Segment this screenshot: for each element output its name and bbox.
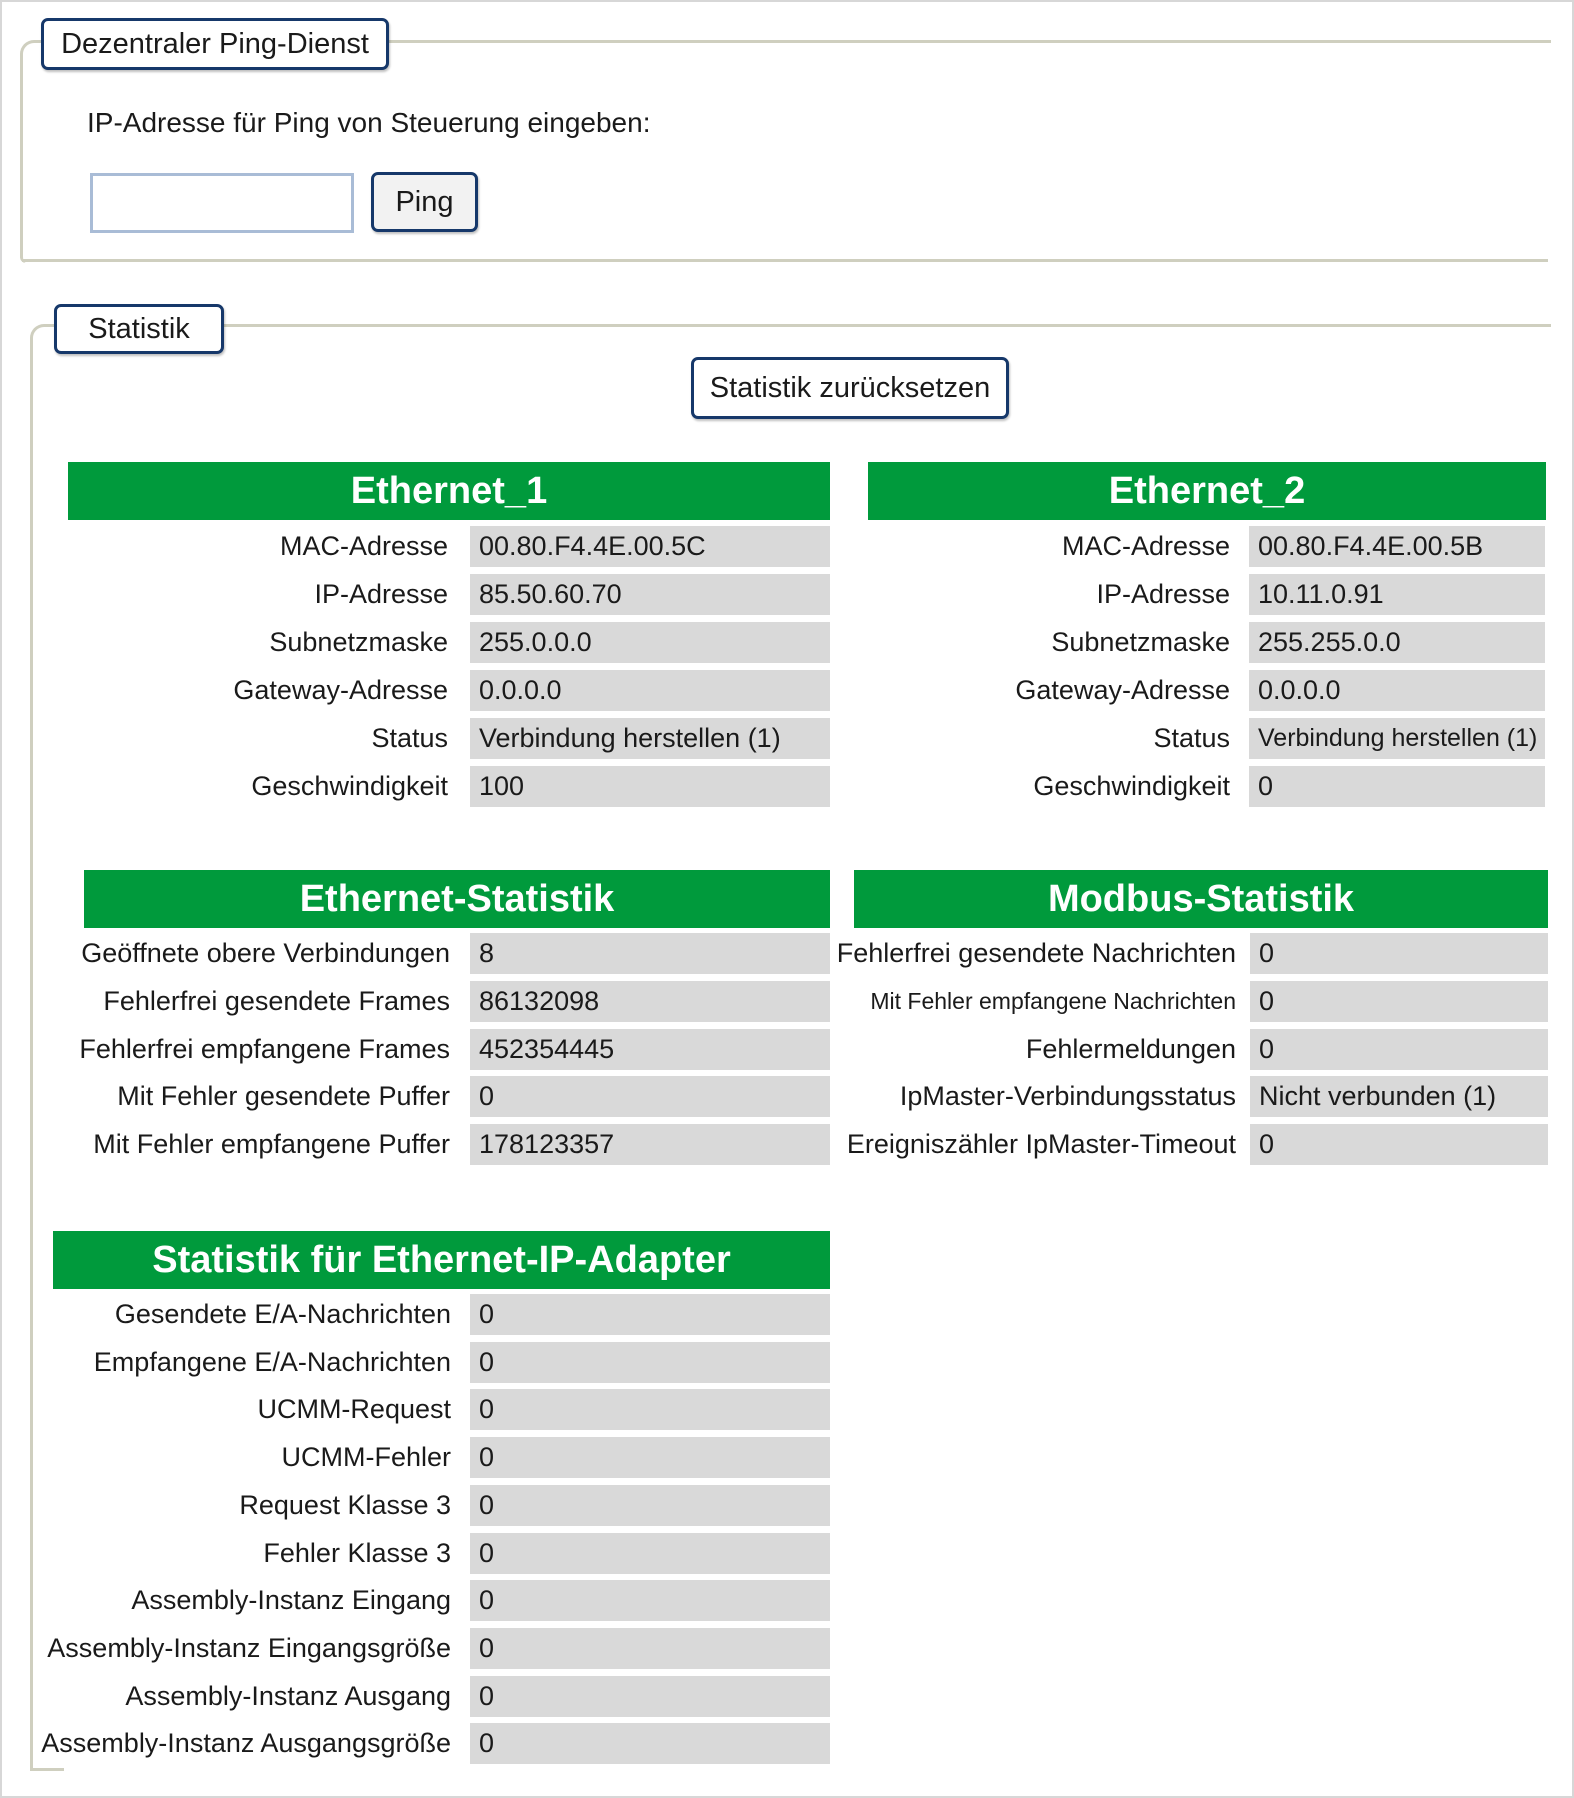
row-label: UCMM-Request — [257, 1394, 451, 1424]
row-label: Subnetzmaske — [269, 627, 448, 657]
ethernet2-row — [2, 622, 1572, 663]
eip-stats-header — [53, 1231, 830, 1289]
modbus-stats-row — [2, 1029, 1572, 1070]
ethernet-stats-header — [84, 870, 830, 928]
reset-statistics-button[interactable] — [691, 357, 1009, 419]
row-label: Assembly-Instanz Ausgangsgröße — [41, 1728, 451, 1758]
eip-stats-row — [2, 1437, 1572, 1478]
ethernet2-title: Ethernet_2 — [1108, 469, 1306, 512]
row-label: Mit Fehler empfangene Puffer — [93, 1129, 450, 1159]
row-label: Assembly-Instanz Eingang — [131, 1585, 451, 1615]
row-label: Ereigniszähler IpMaster-Timeout — [846, 1129, 1236, 1159]
row-value: 8 — [470, 933, 830, 974]
row-label: Gateway-Adresse — [1015, 675, 1230, 705]
stats-section-title: Statistik — [88, 312, 190, 345]
row-label: UCMM-Fehler — [281, 1442, 451, 1472]
modbus-stats-row — [2, 981, 1572, 1022]
eip-stats-row — [2, 1342, 1572, 1383]
row-value: 0 — [470, 1580, 830, 1621]
row-label: Subnetzmaske — [1051, 627, 1230, 657]
row-value: 0 — [470, 1076, 830, 1117]
modbus-stats-header — [854, 870, 1548, 928]
row-label: Request Klasse 3 — [239, 1490, 451, 1520]
ethernet2-row — [2, 670, 1572, 711]
row-value: 0 — [470, 1342, 830, 1383]
row-label: Fehler Klasse 3 — [263, 1538, 451, 1568]
row-value: 10.11.0.91 — [1249, 574, 1545, 615]
row-label: Fehlerfrei empfangene Frames — [79, 1034, 450, 1064]
modbus-stats-row — [2, 933, 1572, 974]
stats-group-bottom — [32, 1768, 64, 1771]
row-value: 0 — [470, 1628, 830, 1669]
eip-stats-row — [2, 1485, 1572, 1526]
row-value: 0 — [1250, 1124, 1548, 1165]
row-value: Verbindung herstellen (1) — [1249, 718, 1545, 759]
row-label: Mit Fehler empfangene Nachrichten — [870, 988, 1236, 1014]
eip-stats-row — [2, 1533, 1572, 1574]
row-value: 0.0.0.0 — [1249, 670, 1545, 711]
row-value: 0 — [1250, 933, 1548, 974]
eip-stats-row — [2, 1389, 1572, 1430]
row-value: 0 — [470, 1723, 830, 1764]
row-value: 86132098 — [470, 981, 830, 1022]
row-value: 452354445 — [470, 1029, 830, 1070]
row-label: MAC-Adresse — [1061, 531, 1230, 561]
row-value: Nicht verbunden (1) — [1250, 1076, 1548, 1117]
row-value: 0.0.0.0 — [470, 670, 830, 711]
row-label: MAC-Adresse — [279, 531, 448, 561]
ethernet2-row — [2, 574, 1572, 615]
ethernet2-row — [2, 766, 1572, 807]
row-value: Verbindung herstellen (1) — [470, 718, 830, 759]
row-label: Gesendete E/A-Nachrichten — [114, 1299, 451, 1329]
row-value: 255.255.0.0 — [1249, 622, 1545, 663]
reset-statistics-label: Statistik zurücksetzen — [709, 371, 991, 404]
row-label: Assembly-Instanz Ausgang — [125, 1681, 451, 1711]
ethernet2-header — [868, 462, 1546, 520]
ethernet1-header — [68, 462, 830, 520]
ping-button-label: Ping — [395, 185, 454, 218]
eip-stats-title: Statistik für Ethernet-IP-Adapter — [152, 1238, 731, 1281]
ping-button[interactable] — [371, 172, 478, 232]
modbus-stats-title: Modbus-Statistik — [1047, 877, 1355, 920]
row-label: Geöffnete obere Verbindungen — [81, 938, 450, 968]
row-label: Empfangene E/A-Nachrichten — [93, 1347, 451, 1377]
row-value: 100 — [470, 766, 830, 807]
ping-section-title: Dezentraler Ping-Dienst — [61, 27, 369, 60]
row-value: 0 — [470, 1389, 830, 1430]
row-label: IpMaster-Verbindungsstatus — [899, 1081, 1236, 1111]
eip-stats-row — [2, 1676, 1572, 1717]
eip-stats-row — [2, 1580, 1572, 1621]
row-value: 0 — [470, 1676, 830, 1717]
eip-stats-row — [2, 1723, 1572, 1764]
row-label: Status — [371, 723, 448, 753]
row-value: 255.0.0.0 — [470, 622, 830, 663]
row-value: 0 — [1250, 981, 1548, 1022]
row-value: 00.80.F4.4E.00.5C — [470, 526, 830, 567]
row-label: Gateway-Adresse — [233, 675, 448, 705]
row-label: Geschwindigkeit — [1033, 771, 1230, 801]
row-label: Mit Fehler gesendete Puffer — [117, 1081, 450, 1111]
row-label: IP-Adresse — [1096, 579, 1230, 609]
row-label: Fehlermeldungen — [1025, 1034, 1236, 1064]
ping-prompt: IP-Adresse für Ping von Steuerung eingeben: — [87, 107, 651, 138]
ethernet1-title: Ethernet_1 — [350, 469, 548, 512]
stats-section-tab — [54, 304, 224, 354]
eip-stats-row — [2, 1294, 1572, 1335]
row-label: Fehlerfrei gesendete Nachrichten — [836, 938, 1236, 968]
row-value: 85.50.60.70 — [470, 574, 830, 615]
row-value: 0 — [1250, 1029, 1548, 1070]
ethernet-stats-title: Ethernet-Statistik — [299, 877, 615, 920]
row-value: 00.80.F4.4E.00.5B — [1249, 526, 1545, 567]
row-value: 0 — [1249, 766, 1545, 807]
row-label: Assembly-Instanz Eingangsgröße — [47, 1633, 451, 1663]
row-value: 0 — [470, 1294, 830, 1335]
row-value: 0 — [470, 1437, 830, 1478]
row-value: 178123357 — [470, 1124, 830, 1165]
row-value: 0 — [470, 1533, 830, 1574]
ethernet2-row — [2, 526, 1572, 567]
row-label: IP-Adresse — [314, 579, 448, 609]
row-label: Geschwindigkeit — [251, 771, 448, 801]
ping-section-tab — [41, 18, 389, 70]
row-label: Status — [1153, 723, 1230, 753]
ping-ip-input[interactable] — [90, 173, 354, 233]
modbus-stats-row — [2, 1076, 1572, 1117]
eip-stats-row — [2, 1628, 1572, 1669]
modbus-stats-row — [2, 1124, 1572, 1165]
ethernet2-row — [2, 718, 1572, 759]
row-label: Fehlerfrei gesendete Frames — [103, 986, 450, 1016]
row-value: 0 — [470, 1485, 830, 1526]
ping-group-bottom — [22, 259, 1548, 262]
